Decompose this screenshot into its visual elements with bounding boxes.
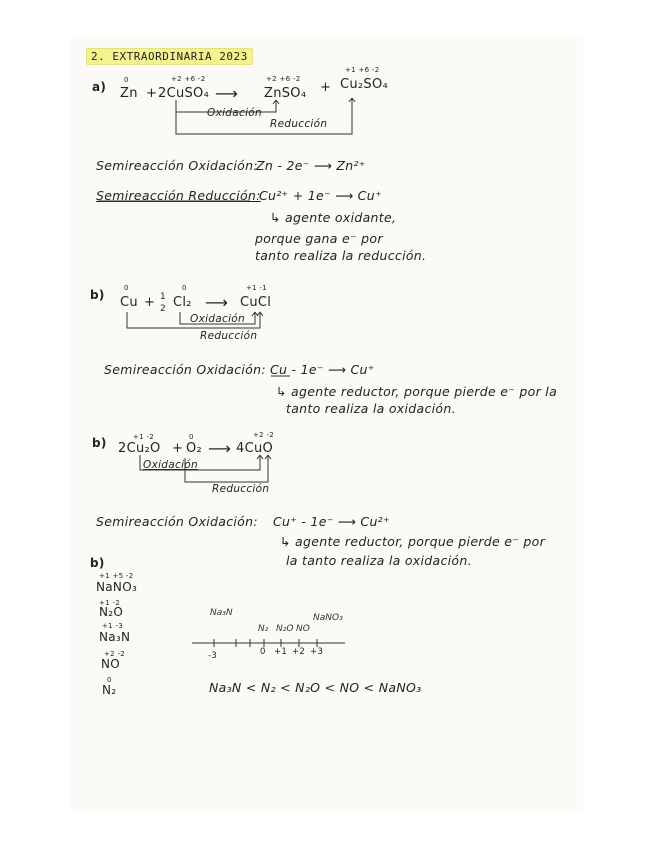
page-title: 2. EXTRAORDINARIA 2023 xyxy=(86,48,253,65)
product-cuo: 4CuO xyxy=(236,441,274,456)
part-b2-label: b) xyxy=(92,436,107,450)
note-oxidation-b2: la tanto realiza la oxidación. xyxy=(286,553,472,568)
plus-sign-b1: + xyxy=(144,295,156,310)
ox-state-nano3: +1 +5 -2 xyxy=(99,572,134,580)
reaction-arrow-b2: ⟶ xyxy=(208,439,232,458)
ox-state-cuso4: +2 +6 -2 xyxy=(171,75,206,83)
note-gains-electrons: porque gana e⁻ por xyxy=(255,231,383,246)
ox-state-o2: 0 xyxy=(189,433,194,441)
ox-state-cu: 0 xyxy=(124,284,129,292)
tick-plus-1: +1 xyxy=(274,647,288,657)
reactant-cuso4: 2CuSO₄ xyxy=(158,86,210,101)
ox-state-cuo: +2 -2 xyxy=(253,431,275,439)
tick-minus-3: -3 xyxy=(208,651,218,661)
oxidation-label-b1: Oxidación xyxy=(190,313,245,325)
reduction-label: Reducción xyxy=(270,118,328,130)
species-n2: N₂ xyxy=(102,683,117,697)
species-no: NO xyxy=(101,657,121,671)
product-cucl: CuCl xyxy=(240,295,272,310)
ox-state-na3n: +1 -3 xyxy=(102,622,124,630)
species-n2o: N₂O xyxy=(99,605,124,619)
marker-nano3: NaNO₃ xyxy=(313,613,343,623)
reaction-arrow: ⟶ xyxy=(215,84,239,103)
reactant-zn: Zn xyxy=(120,86,138,101)
reactant-cl2: Cl₂ xyxy=(173,295,192,310)
species-nano3: NaNO₃ xyxy=(96,580,138,594)
fraction-numerator: 1 xyxy=(160,292,167,302)
note-oxidizing-agent: ↳ agente oxidante, xyxy=(270,210,397,225)
semi-ox-equation: Zn - 2e⁻ ⟶ Zn²⁺ xyxy=(256,158,366,173)
marker-no: NO xyxy=(296,624,310,634)
product-znso4: ZnSO₄ xyxy=(264,86,307,101)
ordering-result: Na₃N < N₂ < N₂O < NO < NaNO₃ xyxy=(209,680,422,695)
note-oxidation-b1: tanto realiza la oxidación. xyxy=(286,401,456,416)
semi-ox-label-b2: Semireacción Oxidación: xyxy=(96,514,258,529)
note-reducing-agent-b1: ↳ agente reductor, porque pierde e⁻ por la xyxy=(276,384,558,399)
tick-0: 0 xyxy=(260,647,266,657)
note-reducing-agent-b2: ↳ agente reductor, porque pierde e⁻ por xyxy=(280,534,546,549)
semi-ox-label: Semireacción Oxidación: xyxy=(96,158,258,173)
reduction-label-b2: Reducción xyxy=(212,483,270,495)
ox-state-cu2o: +1 -2 xyxy=(133,433,155,441)
ox-state-n2o: +1 -2 xyxy=(99,599,121,607)
marker-na3n: Na₃N xyxy=(210,608,233,618)
fraction-denominator: 2 xyxy=(160,304,167,314)
oxidation-label-b2: Oxidación xyxy=(143,459,198,471)
semi-red-label: Semireacción Reducción: xyxy=(96,188,261,203)
marker-n2o: N₂O xyxy=(276,624,294,634)
ox-state-cu2so4: +1 +6 -2 xyxy=(345,66,380,74)
semi-ox-equation-b1: Cu - 1e⁻ ⟶ Cu⁺ xyxy=(270,362,375,377)
product-cu2so4: Cu₂SO₄ xyxy=(340,77,389,92)
reactant-cu2o: 2Cu₂O xyxy=(118,441,161,456)
plus-sign-2: + xyxy=(320,80,332,95)
ox-state-cl: 0 xyxy=(182,284,187,292)
tick-plus-3: +3 xyxy=(310,647,324,657)
reactant-cu: Cu xyxy=(120,295,138,310)
reduction-label-b1: Reducción xyxy=(200,330,258,342)
plus-sign: + xyxy=(146,86,158,101)
ox-state-zn: 0 xyxy=(124,76,129,84)
marker-n2: N₂ xyxy=(258,624,269,634)
part-b3-label: b) xyxy=(90,556,105,570)
part-a-label: a) xyxy=(92,80,107,94)
plus-sign-b2: + xyxy=(172,441,184,456)
semi-ox-label-b1: Semireacción Oxidación: xyxy=(104,362,266,377)
ox-state-cucl: +1 -1 xyxy=(246,284,268,292)
ox-state-no: +2 -2 xyxy=(104,650,126,658)
species-na3n: Na₃N xyxy=(99,630,131,644)
part-b1-label: b) xyxy=(90,288,105,302)
ox-state-n2: 0 xyxy=(107,676,112,684)
reaction-arrow-b1: ⟶ xyxy=(205,293,229,312)
ox-state-znso4: +2 +6 -2 xyxy=(266,75,301,83)
note-reduction: tanto realiza la reducción. xyxy=(255,248,427,263)
tick-plus-2: +2 xyxy=(292,647,306,657)
semi-red-equation: Cu²⁺ + 1e⁻ ⟶ Cu⁺ xyxy=(259,188,382,203)
semi-ox-equation-b2: Cu⁺ - 1e⁻ ⟶ Cu²⁺ xyxy=(273,514,390,529)
reactant-o2: O₂ xyxy=(186,441,203,456)
oxidation-label: Oxidación xyxy=(207,107,262,119)
